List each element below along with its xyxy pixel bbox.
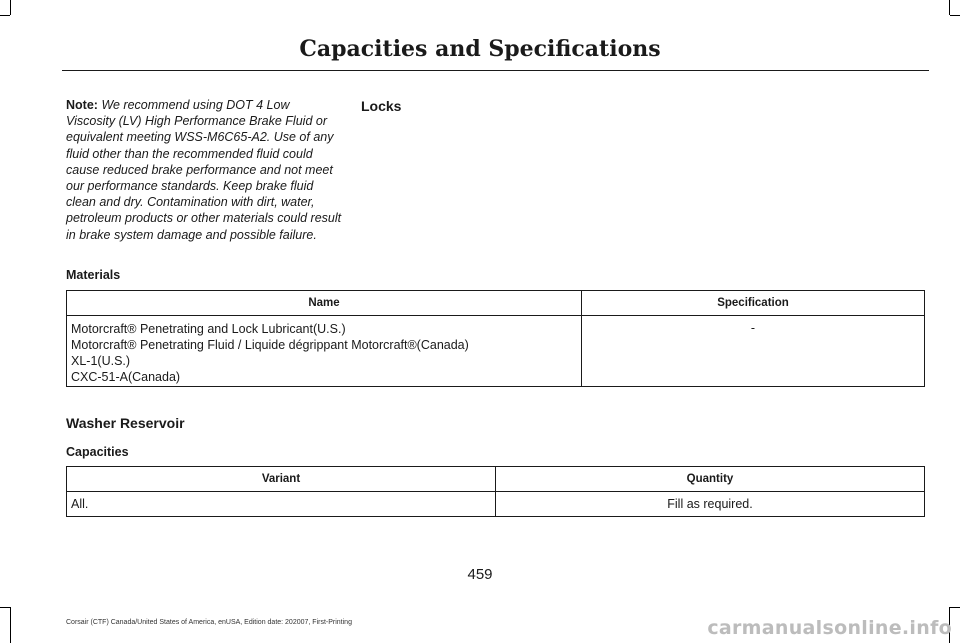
crop-mark-top-right-horizontal xyxy=(950,15,960,16)
washer-reservoir-heading: Washer Reservoir xyxy=(66,415,185,431)
materials-name-cell xyxy=(67,316,582,387)
capacities-label: Capacities xyxy=(66,445,129,459)
note-label: Note: xyxy=(66,98,98,112)
capacities-header-variant: Variant xyxy=(67,467,496,492)
table-row xyxy=(67,492,925,517)
crop-mark-top-left-vertical xyxy=(10,0,11,15)
material-name-line: CXC-51-A(Canada) xyxy=(71,370,181,384)
footer-edition-info: Corsair (CTF) Canada/United States of America, enUSA, Edition date: 202007, First-Printing xyxy=(66,619,352,626)
page-title: Capacities and Specifications xyxy=(299,36,661,62)
material-name-line: Motorcraft® Penetrating Fluid / Liquide dégrippant Motorcraft®(Canada) xyxy=(71,338,469,352)
materials-header-row xyxy=(67,291,925,316)
capacities-variant-cell: All. xyxy=(67,492,496,517)
crop-mark-bottom-left-vertical xyxy=(10,607,11,643)
crop-mark-bottom-left-horizontal xyxy=(0,607,10,608)
note-text: We recommend using DOT 4 Low Viscosity (LV) High Performance Brake Fluid or equivalent meeting WSS-M6C65-A2. Use of any fluid other than the recommended fluid could cause reduced brake performance and not meet our performance standards. Keep brake fluid clean and dry. Contamination with dirt, water, petroleum products or other materials could result in brake system damage and possible failure. xyxy=(66,98,342,242)
material-name-line: XL-1(U.S.) xyxy=(71,354,131,368)
crop-mark-bottom-right-horizontal xyxy=(950,607,960,608)
capacities-quantity-cell: Fill as required. xyxy=(496,492,925,517)
materials-table xyxy=(66,290,925,387)
capacities-table xyxy=(66,466,925,517)
materials-specification-cell: - xyxy=(582,316,925,387)
crop-mark-top-right-vertical xyxy=(949,0,950,15)
watermark-logo: carmanualsonline.info xyxy=(707,617,952,639)
materials-header-name: Name xyxy=(67,291,582,316)
capacities-header-row xyxy=(67,467,925,492)
materials-label: Materials xyxy=(66,268,121,282)
table-row xyxy=(67,316,925,387)
material-name-line: Motorcraft® Penetrating and Lock Lubricant(U.S.) xyxy=(71,322,346,336)
materials-header-specification: Specification xyxy=(582,291,925,316)
header-divider xyxy=(62,70,929,71)
locks-heading: Locks xyxy=(361,98,402,114)
crop-mark-top-left-horizontal xyxy=(0,15,10,16)
brake-fluid-note xyxy=(66,97,342,243)
page-number: 459 xyxy=(467,566,493,583)
capacities-header-quantity: Quantity xyxy=(496,467,925,492)
